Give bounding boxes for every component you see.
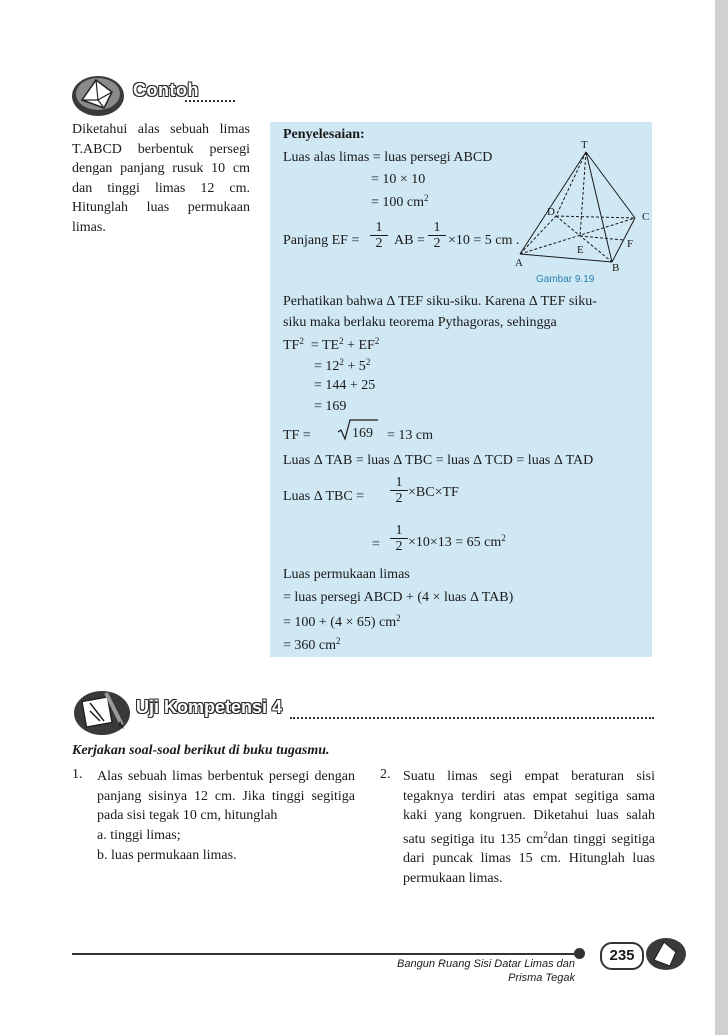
solution-line: Perhatikan bahwa Δ TEF siku-siku. Karena Δ TEF siku- bbox=[283, 294, 597, 309]
question-1-part-a: a. tinggi limas; bbox=[97, 828, 181, 843]
footer-rule-dot bbox=[574, 948, 585, 959]
question-2-text: Suatu limas segi empat beraturan sisi tegaknya terdiri atas empat segitiga sama kaki yang kongruen. Diketahui luas salah satu segitiga itu 135 $cm^2dan$ tinggi segitiga dari puncak limas 15 cm. Hitunglah luas permukaan limas. bbox=[403, 769, 655, 886]
surface-area-line: = luas persegi ABCD + (4 × luas Δ TAB) bbox=[283, 590, 514, 605]
calc-result: ×10×13 = 65 $cm^2$ bbox=[408, 533, 506, 550]
solution-box bbox=[270, 122, 652, 657]
competency-emblem-icon bbox=[70, 685, 132, 737]
vertex-label: T bbox=[581, 139, 588, 151]
page-corner-emblem-icon bbox=[644, 936, 688, 972]
fraction-half: 1 2 bbox=[390, 475, 408, 506]
radicand: 169 bbox=[352, 426, 373, 441]
tf-result: = 13 cm bbox=[387, 428, 433, 443]
fraction-half: 1 2 bbox=[428, 220, 446, 251]
luas-tbc-formula: ×BC×TF bbox=[408, 485, 459, 500]
vertex-label: B bbox=[612, 262, 620, 274]
surface-area-line: = 360 $cm^2$ bbox=[283, 636, 341, 653]
pythagoras-line: = 144 + 25 bbox=[314, 378, 376, 393]
question-number: 2. bbox=[380, 767, 391, 782]
footer-chapter-title-2: Prisma Tegak bbox=[508, 972, 575, 984]
page-number: 235 bbox=[600, 942, 644, 970]
ef-mid: AB = bbox=[394, 233, 425, 248]
page-edge-shade bbox=[715, 0, 728, 1035]
competency-dotted-rule bbox=[290, 717, 654, 719]
contoh-emblem-icon bbox=[68, 70, 126, 118]
question-1-part-b: b. luas permukaan limas. bbox=[97, 848, 237, 863]
ef-label: Panjang EF = bbox=[283, 233, 360, 248]
solution-line: Luas alas limas = luas persegi ABCD bbox=[283, 150, 493, 165]
question-number: 1. bbox=[72, 767, 83, 782]
vertex-label: D bbox=[547, 206, 555, 218]
question-1-text: Alas sebuah limas berbentuk persegi dengan panjang sisinya 12 cm. Jika tinggi segitiga pada sisi tegak 10 cm, hitunglah bbox=[97, 769, 355, 824]
pyramid-figure bbox=[508, 136, 652, 286]
surface-area-line: = 100 + (4 × 65) $cm^2$ bbox=[283, 613, 401, 630]
vertex-label: F bbox=[627, 238, 634, 250]
footer-chapter-title: Bangun Ruang Sisi Datar Limas dan bbox=[397, 958, 575, 970]
pythagoras-line: = 169 bbox=[314, 399, 347, 414]
solution-line: = 100 $cm^2$ bbox=[371, 193, 429, 210]
surface-area-title: Luas permukaan limas bbox=[283, 567, 410, 582]
tf-label: TF = bbox=[283, 428, 311, 443]
calc-equals: = bbox=[372, 537, 380, 552]
fraction-half: 1 2 bbox=[390, 523, 408, 554]
solution-heading: Penyelesaian: bbox=[283, 127, 365, 142]
contoh-title: Contoh bbox=[133, 80, 199, 100]
vertex-label: E bbox=[577, 244, 584, 256]
vertex-label: C bbox=[642, 211, 650, 223]
ef-result: ×10 = 5 cm . bbox=[448, 233, 520, 248]
competency-title: Uji Kompetensi 4 bbox=[136, 697, 283, 717]
contoh-dotted-rule bbox=[185, 100, 235, 102]
pythagoras-line: $TF^2 = TE^2 + EF^2$ bbox=[283, 336, 380, 353]
fraction-half: 1 2 bbox=[370, 220, 388, 251]
vertex-label: A bbox=[515, 257, 523, 269]
instruction-text: Kerjakan soal-soal berikut di buku tugasmu. bbox=[72, 743, 330, 758]
luas-tbc-label: Luas Δ TBC = bbox=[283, 489, 365, 504]
pythagoras-line: = $12^2 + 5^2$ bbox=[314, 357, 371, 374]
footer-rule bbox=[72, 953, 577, 955]
example-problem-text: Diketahui alas sebuah limas T.ABCD berbentuk persegi dengan panjang rusuk 10 cm dan tinggi limas 12 cm. Hitunglah luas permukaan limas. bbox=[72, 122, 250, 235]
figure-caption: Gambar 9.19 bbox=[536, 274, 595, 285]
solution-line: Luas Δ TAB = luas Δ TBC = luas Δ TCD = luas Δ TAD bbox=[283, 453, 594, 468]
solution-line: = 10 × 10 bbox=[371, 172, 426, 187]
solution-line: siku maka berlaku teorema Pythagoras, sehingga bbox=[283, 315, 557, 330]
